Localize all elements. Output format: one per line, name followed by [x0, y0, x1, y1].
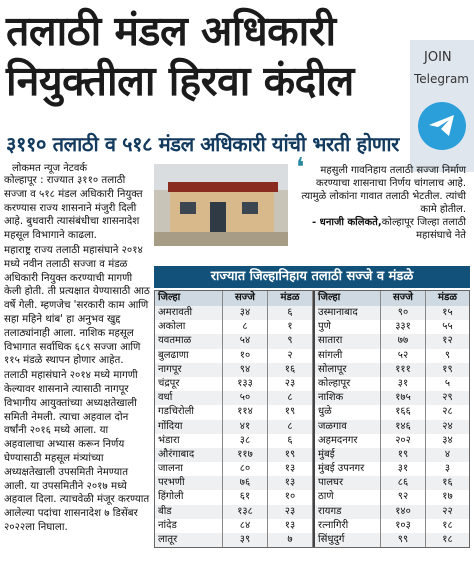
cell-sajje: ५०: [223, 391, 268, 405]
cell-mandal: १३: [268, 462, 313, 476]
headline-line-2: नियुक्तीला हिरवा कंदील: [6, 57, 354, 105]
table-header-row: [155, 291, 469, 306]
pull-quote: [296, 153, 466, 242]
cell-mandal: १८: [442, 534, 453, 545]
cell-sajje: ७७: [381, 334, 426, 348]
header-mandal: मंडळ: [438, 292, 457, 303]
cell-sajje: ३९: [223, 533, 268, 547]
cell-mandal: २२: [442, 505, 453, 517]
cell-mandal: २९: [442, 392, 453, 404]
cell-mandal: २८: [442, 406, 453, 418]
cell-mandal: ३: [444, 463, 451, 475]
table-row: [155, 334, 469, 348]
cell-district: उस्मानाबाद: [313, 306, 381, 320]
cell-mandal: १३: [268, 476, 313, 490]
cell-mandal: १९: [268, 448, 313, 462]
header-sajje: सज्जे: [223, 291, 268, 306]
cell-sajje: ११४: [223, 405, 268, 419]
cell-mandal: १: [268, 320, 313, 334]
cell-mandal: ३४: [442, 434, 453, 446]
cell-district: नांदेड: [155, 519, 223, 533]
cell-district: रत्नागिरी: [313, 519, 381, 533]
cell-sajje: ९०: [381, 306, 426, 320]
table-row: [155, 320, 469, 334]
cell-mandal: १५: [442, 307, 453, 318]
cell-district: अहमदनगर: [313, 434, 381, 448]
join-label: JOIN: [424, 50, 452, 65]
cell-district: परभणी: [155, 476, 223, 490]
table-row: [155, 377, 469, 391]
table-row: [155, 476, 469, 490]
table-row: [155, 490, 469, 504]
cell-mandal: १८: [442, 519, 453, 531]
cell-sajje: १४०: [381, 505, 426, 519]
cell-district: ठाणे: [313, 490, 381, 504]
table-row: [155, 363, 469, 377]
quote-text: महसुली गावनिहाय तलाठी सज्जा निर्माण करण्याचा शासनाचा निर्णय चांगलाच आहे. त्यामुळे लोकांना गावात तलाठी भेटतील. त्यांची कामे होतील.: [301, 165, 466, 215]
table-title: राज्यात जिल्हानिहाय तलाठी सज्जे व मंडळे: [154, 266, 470, 288]
office-photo: [154, 164, 288, 246]
table-row: [155, 306, 469, 320]
table-row: [155, 519, 469, 533]
cell-district: हिंगोली: [155, 490, 223, 504]
cell-mandal: १९: [442, 363, 453, 375]
header-district: जिल्हा: [155, 291, 223, 306]
byline: लोकमत न्यूज नेटवर्क: [12, 163, 88, 174]
cell-district: धुळे: [313, 405, 381, 419]
headline-line-1: तलाठी मंडल अधिकारी: [6, 7, 336, 55]
cell-mandal: ५५: [442, 321, 453, 333]
cell-sajje: ५४: [223, 334, 268, 348]
cell-district: जळगाव: [313, 420, 381, 434]
table-row: [155, 420, 469, 434]
cell-district: मुंबई उपनगर: [313, 462, 381, 476]
cell-mandal: १७: [442, 491, 453, 503]
quote-mark-icon: ❛: [296, 153, 305, 183]
cell-sajje: १३८: [223, 505, 268, 519]
cell-district: पुणे: [313, 320, 381, 334]
cell-sajje: ९९: [381, 533, 426, 547]
story-paragraph: तलाठी महासंघाने २०१४ मध्ये मागणी केल्यावर शासनाने त्यासाठी नागपूर विभागीय आयुक्तांच्या अध्यक्षतेखाली समिती नेमली. त्याचा अहवाल दोन वर्षांनी २०१६ मध्ये आला. या अहवालाचा अभ्यास करून निर्णय घेण्यासाठी महसूल मंत्र्यांच्या अध्यक्षतेखाली उपसमिती नेमण्यात आली. या उपसमितीने २०१७ मध्ये अहवाल दिला. त्याचवेळी मंजूर करण्यात आलेल्या पदांचा शासनादेश ७ डिसेंबर २०२२ला निघाला.: [4, 370, 150, 533]
cell-sajje: ९२: [381, 490, 426, 504]
cell-sajje: ८०: [223, 462, 268, 476]
cell-mandal: १३: [268, 519, 313, 533]
table-row: [155, 405, 469, 419]
cell-district: भंडारा: [155, 434, 223, 448]
cell-mandal: १९: [268, 405, 313, 419]
cell-sajje: ६१: [223, 490, 268, 504]
cell-sajje: ८४: [223, 519, 268, 533]
story-paragraph: महाराष्ट्र राज्य तलाठी महासंघाने २०१४ मध्ये नवीन तलाठी सज्जा व मंडळ अधिकारी नियुक्त करण्याची मागणी केली होती. ती प्रत्यक्षात येण्यासाठी आठ वर्षे गेली. म्हणजेच 'सरकारी काम आणि सहा महिने थांब' हा अनुभव खुद्द तलाठ्यांनाही आला. नाशिक महसूल विभागात सर्वाधिक ६८९ सज्जा आणि ११५ मंडळे स्थापन होणार आहेत.: [4, 244, 150, 367]
district-table: [154, 290, 470, 548]
cell-sajje: ३१: [381, 462, 426, 476]
cell-district: नागपूर: [155, 363, 223, 377]
cell-sajje: २०२: [381, 434, 426, 448]
cell-mandal: २४: [442, 420, 453, 432]
cell-district: अमरावती: [155, 306, 223, 320]
cell-district: मुंबई: [313, 448, 381, 462]
cell-district: सातारा: [313, 334, 381, 348]
story-body: [4, 174, 150, 536]
cell-mandal: ५: [444, 377, 451, 389]
cell-sajje: ३३१: [381, 320, 426, 334]
cell-sajje: १७५: [381, 391, 426, 405]
cell-mandal: १६: [442, 477, 453, 489]
header-sajje: सज्जे: [381, 291, 426, 306]
cell-district: सांगली: [313, 349, 381, 363]
cell-district: बीड: [155, 505, 223, 519]
header-district: जिल्हा: [313, 291, 381, 306]
quote-author-role: कोल्हापूर जिल्हा तलाठी महासंघाचे नेते: [381, 217, 466, 241]
cell-district: रायगड: [313, 505, 381, 519]
cell-mandal: २: [268, 349, 313, 363]
cell-district: जालना: [155, 462, 223, 476]
cell-district: गोंदिया: [155, 420, 223, 434]
cell-mandal: ८: [268, 420, 313, 434]
cell-sajje: १०: [223, 349, 268, 363]
telegram-label: Telegram: [414, 72, 469, 86]
subheadline: ३११० तलाठी व ५१८ मंडल अधिकारी यांची भरती होणार: [6, 132, 399, 156]
table-row: [155, 448, 469, 462]
quote-author: - धनाजी कलिकते,: [312, 217, 382, 228]
cell-district: लातूर: [155, 533, 223, 547]
cell-district: सोलापूर: [313, 363, 381, 377]
cell-sajje: १९: [381, 448, 426, 462]
cell-sajje: ९४: [223, 363, 268, 377]
cell-sajje: १११: [381, 363, 426, 377]
cell-mandal: १६: [268, 363, 313, 377]
cell-district: अकोला: [155, 320, 223, 334]
cell-mandal: ८: [268, 391, 313, 405]
cell-mandal: १०: [268, 490, 313, 504]
cell-district: पालघर: [313, 476, 381, 490]
cell-mandal: ६: [268, 434, 313, 448]
cell-mandal: ७: [268, 533, 313, 547]
cell-sajje: १०३: [381, 519, 426, 533]
cell-sajje: ८६: [381, 476, 426, 490]
cell-sajje: ११७: [223, 448, 268, 462]
cell-district: यवतमाळ: [155, 334, 223, 348]
table-row: [155, 505, 469, 519]
table-row: [155, 434, 469, 448]
cell-sajje: १३३: [223, 377, 268, 391]
cell-district: गडचिरोली: [155, 405, 223, 419]
cell-district: सिंधुदुर्ग: [313, 533, 381, 547]
cell-district: कोल्हापूर: [313, 377, 381, 391]
story-paragraph: कोल्हापूर : राज्यात ३११० तलाठी सज्जा व ५१८ मंडल अधिकारी नियुक्त करण्यास राज्य शासनाने मंजुरी दिली आहे. बुधवारी त्यासंबंधीचा शासनादेश महसूल विभागाने काढला.: [4, 175, 143, 242]
cell-sajje: ४१: [223, 420, 268, 434]
cell-sajje: १६६: [381, 405, 426, 419]
cell-sajje: ५२: [381, 349, 426, 363]
header-mandal: मंडळ: [268, 291, 313, 306]
cell-sajje: ७६: [223, 476, 268, 490]
cell-district: चंद्रपूर: [155, 377, 223, 391]
cell-mandal: २३: [268, 377, 313, 391]
cell-sajje: १४६: [381, 420, 426, 434]
cell-sajje: ३८: [223, 434, 268, 448]
cell-mandal: ९: [268, 334, 313, 348]
cell-mandal: ९: [444, 349, 451, 361]
cell-mandal: ६: [268, 306, 313, 320]
headline: [6, 6, 406, 106]
cell-district: नाशिक: [313, 391, 381, 405]
cell-district: औरंगाबाद: [155, 448, 223, 462]
table-row: [155, 533, 469, 547]
cell-mandal: ४: [444, 448, 451, 460]
cell-mandal: १२: [442, 335, 453, 347]
cell-sajje: ८: [223, 320, 268, 334]
cell-district: बुलढाणा: [155, 349, 223, 363]
table-row: [155, 391, 469, 405]
cell-sajje: ३१: [381, 377, 426, 391]
cell-district: वर्धा: [155, 391, 223, 405]
cell-sajje: ३४: [223, 306, 268, 320]
table-row: [155, 349, 469, 363]
cell-mandal: २३: [268, 505, 313, 519]
table-row: [155, 462, 469, 476]
